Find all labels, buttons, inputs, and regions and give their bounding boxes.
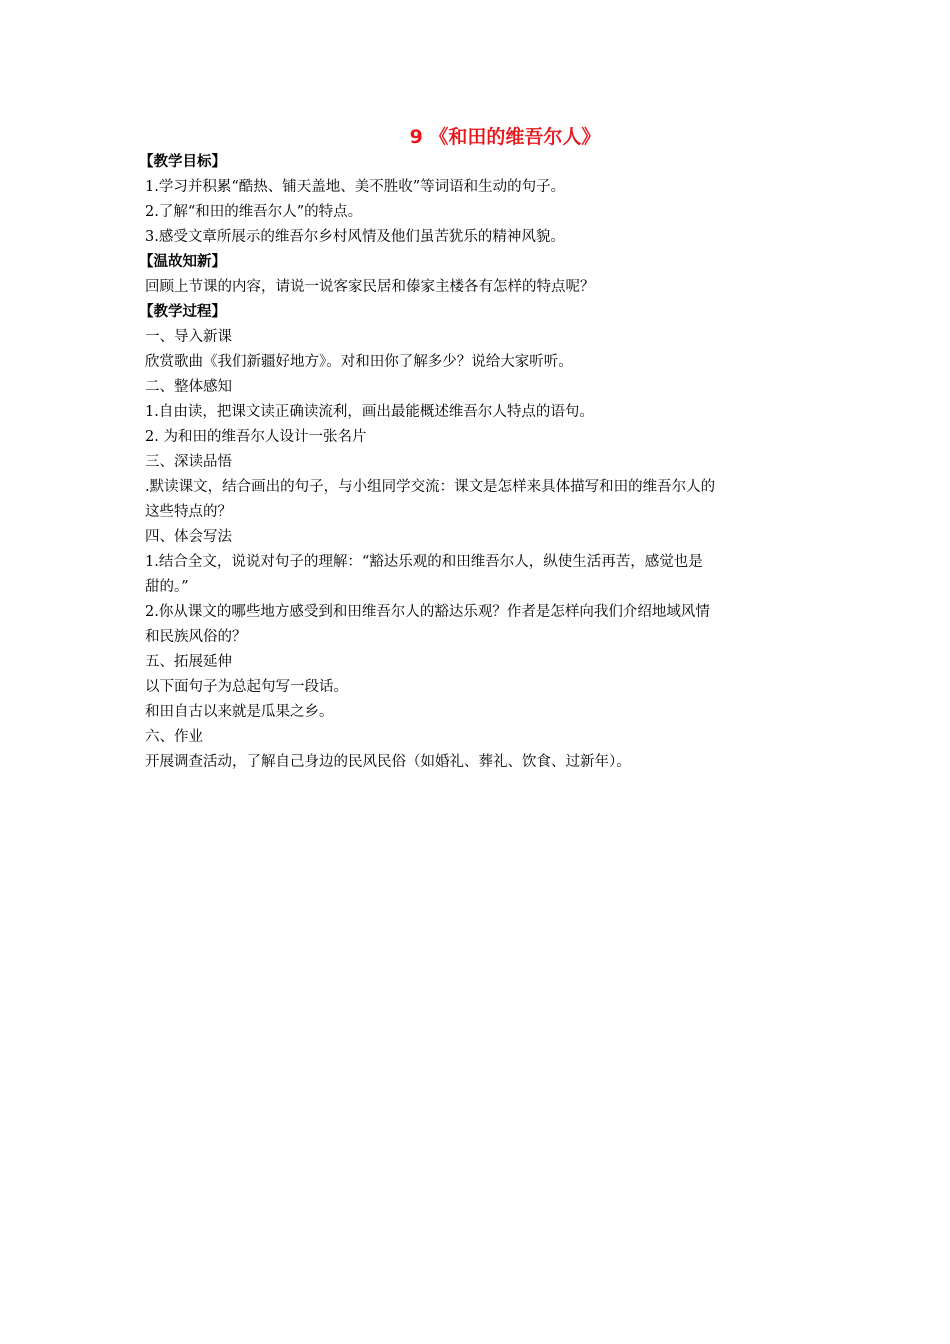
step-item: 1.结合全文，说说对句子的理解：“豁达乐观的和田维吾尔人，纵使生活再苦，感觉也是 bbox=[145, 554, 703, 570]
step-item: 2. 为和田的维吾尔人设计一张名片 bbox=[145, 429, 367, 445]
objective-item: 2.了解“和田的维吾尔人”的特点。 bbox=[145, 204, 363, 220]
step-item: 甜的。” bbox=[145, 579, 189, 595]
step-text: 欣赏歌曲《我们新疆好地方》。对和田你了解多少？说给大家听听。 bbox=[145, 354, 573, 370]
step-text: .默读课文，结合画出的句子，与小组同学交流：课文是怎样来具体描写和田的维吾尔人的 bbox=[145, 479, 716, 495]
step-title: 一、导入新课 bbox=[145, 329, 232, 345]
step-item: 2.你从课文的哪些地方感受到和田维吾尔人的豁达乐观？作者是怎样向我们介绍地域风情 bbox=[145, 604, 710, 620]
step-title: 三、深读品悟 bbox=[145, 454, 232, 470]
objective-item: 3.感受文章所展示的维吾尔乡村风情及他们虽苦犹乐的精神风貌。 bbox=[145, 229, 565, 245]
step-title: 五、拓展延伸 bbox=[145, 654, 232, 670]
document-title: 9 《和田的维吾尔人》 bbox=[409, 126, 601, 148]
document-page bbox=[139, 124, 815, 775]
step-text: 以下面句子为总起句写一段话。 bbox=[145, 679, 348, 695]
step-item: 和民族风俗的？ bbox=[145, 629, 247, 645]
objectives-heading: 【教学目标】 bbox=[139, 154, 226, 170]
objective-item: 1.学习并积累“酷热、铺天盖地、美不胜收”等词语和生动的句子。 bbox=[145, 179, 566, 195]
step-title: 四、体会写法 bbox=[145, 529, 232, 545]
step-item: 1.自由读，把课文读正确读流利，画出最能概述维吾尔人特点的语句。 bbox=[145, 404, 594, 420]
step-text: 这些特点的？ bbox=[145, 504, 232, 520]
review-text: 回顾上节课的内容，请说一说客家民居和傣家主楼各有怎样的特点呢？ bbox=[145, 279, 595, 295]
step-title: 二、整体感知 bbox=[145, 379, 232, 395]
step-text: 和田自古以来就是瓜果之乡。 bbox=[145, 704, 334, 720]
step-title: 六、作业 bbox=[145, 729, 203, 745]
review-heading: 【温故知新】 bbox=[139, 254, 226, 270]
process-heading: 【教学过程】 bbox=[139, 304, 226, 320]
step-text: 开展调查活动，了解自己身边的民风民俗（如婚礼、葬礼、饮食、过新年）。 bbox=[145, 754, 631, 770]
